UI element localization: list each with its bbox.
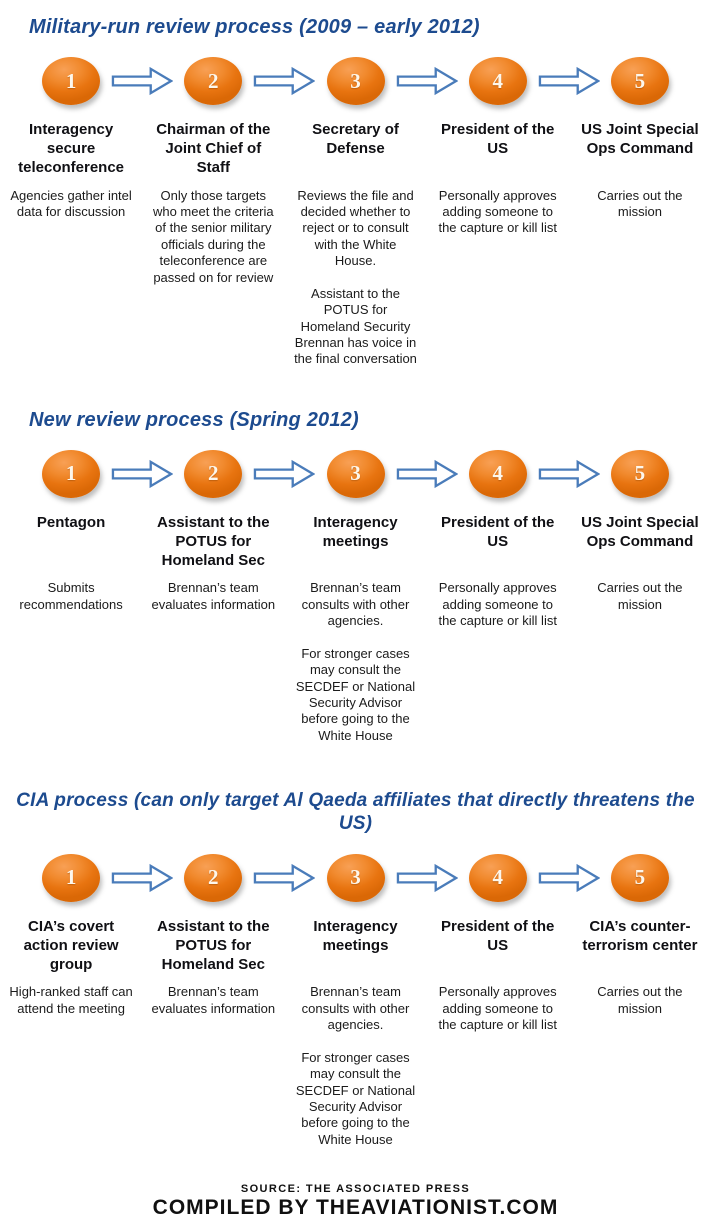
step-name: CIA’s counter-terrorism center: [582, 917, 698, 954]
step-circle: [611, 57, 669, 105]
step-number: 1: [65, 461, 77, 486]
step-number: 1: [65, 68, 77, 93]
step-description: Submits recommendations: [19, 580, 123, 612]
step-name: Secretary of Defense: [312, 121, 399, 157]
step-circle: [469, 450, 527, 498]
step-circle: [42, 57, 100, 105]
step-number: 2: [208, 461, 219, 486]
arrow-right-icon: [253, 862, 315, 894]
step-name: Interagency meetings: [313, 513, 398, 550]
step-number: 3: [350, 865, 361, 890]
step-number: 4: [492, 68, 503, 93]
step-description: High-ranked staff can attend the meeting: [9, 984, 133, 1016]
step-description: Personally approves adding someone to the capture or kill list: [438, 984, 557, 1033]
step-description: Brennan’s team consults with other agencies. For stronger cases may consult the SECDEF or National Security Advisor before going to the White House: [295, 984, 416, 1147]
step-description: Carries out the mission: [597, 984, 683, 1016]
step-description: Only those targets who meet the criteria of the senior military officials during the teleconference are passed on for review: [152, 187, 274, 285]
step-number: 5: [634, 865, 646, 890]
step-name: Assistant to the POTUS for Homeland Sec: [157, 917, 270, 973]
arrow-right-icon: [111, 65, 173, 97]
step-name: US Joint Special Ops Command: [581, 513, 699, 550]
step-circle: [184, 57, 242, 105]
step-circle: [184, 450, 242, 498]
step-description: Carries out the mission: [597, 187, 683, 220]
step-circle: [327, 57, 385, 105]
step-number: 1: [65, 865, 77, 890]
section-title: New review process (Spring 2012): [29, 408, 359, 431]
arrow-right-icon: [538, 862, 600, 894]
source-credit: SOURCE: THE ASSOCIATED PRESS: [240, 1183, 471, 1195]
arrow-right-icon: [253, 458, 315, 490]
step-name: Chairman of the Joint Chief of Staff: [156, 121, 271, 176]
process-section-new-review: [0, 408, 711, 744]
step-circle: [327, 450, 385, 498]
step-description: Carries out the mission: [597, 580, 683, 612]
step-circle: [42, 854, 100, 902]
arrow-right-icon: [111, 458, 173, 490]
arrow-right-icon: [396, 65, 458, 97]
step-number: 2: [208, 865, 219, 890]
step-name: President of the US: [441, 121, 555, 157]
step-description-row: [0, 984, 711, 1148]
step-number: 5: [634, 461, 646, 486]
section-title: CIA process (can only target Al Qaeda affiliates that directly threatens the US): [16, 790, 695, 835]
flow-circle-row: [0, 52, 711, 110]
step-name-row: [0, 514, 711, 571]
step-description: Brennan’s team consults with other agencies. For stronger cases may consult the SECDEF or National Security Advisor before going to the White House: [295, 580, 416, 743]
step-description: Brennan’s team evaluates information: [151, 984, 276, 1016]
process-section-cia: [0, 790, 711, 1148]
arrow-right-icon: [538, 65, 600, 97]
step-name-row: [0, 918, 711, 975]
flow-circle-row: [0, 445, 711, 503]
flow-circle-row: [0, 849, 711, 907]
step-circle: [611, 450, 669, 498]
step-number: 4: [492, 461, 503, 486]
step-number: 3: [350, 68, 361, 93]
step-description: Personally approves adding someone to the capture or kill list: [438, 580, 557, 629]
step-circle: [469, 854, 527, 902]
arrow-right-icon: [253, 65, 315, 97]
step-name: Interagency secure teleconference: [18, 121, 125, 176]
step-number: 3: [350, 461, 361, 486]
step-name: US Joint Special Ops Command: [581, 121, 699, 157]
step-name: CIA’s covert action review group: [23, 917, 119, 973]
step-name: Interagency meetings: [313, 917, 398, 954]
arrow-right-icon: [538, 458, 600, 490]
step-description: Brennan’s team evaluates information: [151, 580, 276, 612]
step-name: Assistant to the POTUS for Homeland Sec: [157, 513, 270, 569]
process-section-military: [0, 0, 711, 368]
arrow-right-icon: [111, 862, 173, 894]
step-circle: [469, 57, 527, 105]
step-description-row: [0, 188, 711, 368]
step-number: 5: [634, 68, 646, 93]
step-circle: [42, 450, 100, 498]
footer: [0, 1183, 711, 1220]
step-name: President of the US: [441, 513, 555, 550]
step-name-row: [0, 121, 711, 178]
step-name: Pentagon: [36, 513, 106, 531]
section-title: Military-run review process (2009 – early 2012): [29, 16, 480, 38]
step-number: 4: [492, 865, 503, 890]
step-circle: [184, 854, 242, 902]
step-description: Agencies gather intel data for discussion: [10, 187, 132, 220]
arrow-right-icon: [396, 458, 458, 490]
step-name: President of the US: [441, 917, 555, 954]
step-description: Personally approves adding someone to the capture or kill list: [438, 187, 557, 236]
arrow-right-icon: [396, 862, 458, 894]
step-circle: [611, 854, 669, 902]
compiled-credit: COMPILED BY THEAVIATIONIST.COM: [152, 1196, 559, 1219]
step-description: Reviews the file and decided whether to reject or to consult with the White House. Assistant to the POTUS for Homeland Security Brennan has voice in the final conversation: [294, 187, 417, 367]
step-circle: [327, 854, 385, 902]
step-description-row: [0, 580, 711, 744]
step-number: 2: [208, 68, 219, 93]
